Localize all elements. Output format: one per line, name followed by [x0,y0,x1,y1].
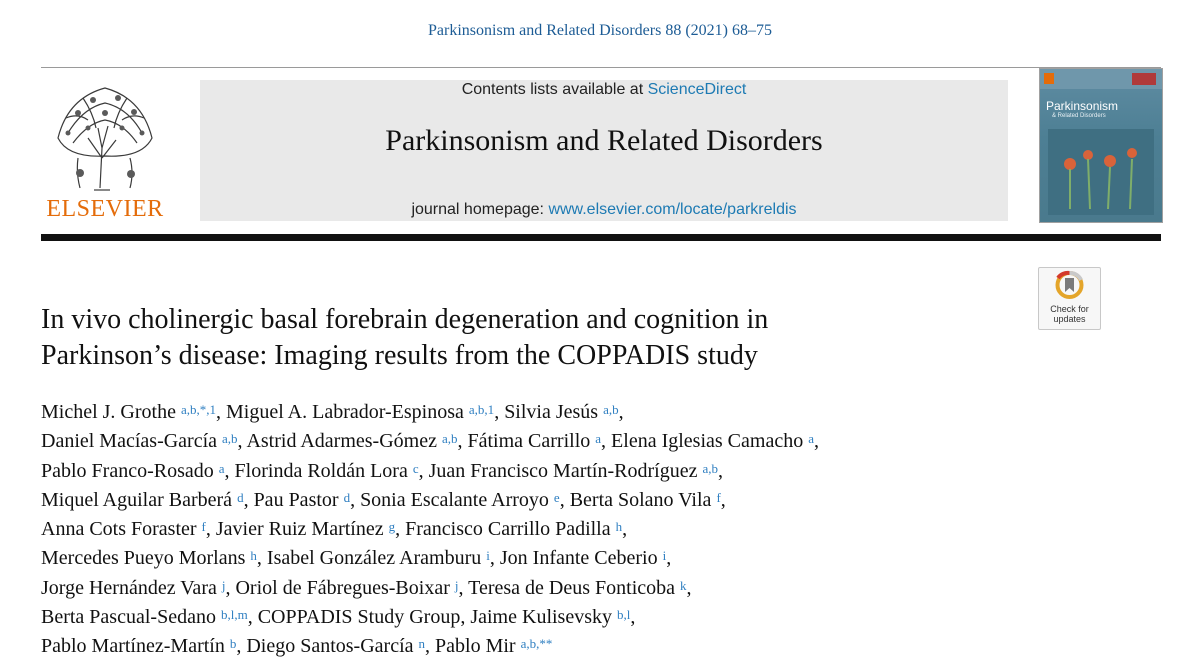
author-name[interactable]: Jaime Kulisevsky [470,606,612,629]
affiliation-marker[interactable]: b,l [617,607,631,623]
journal-masthead [200,80,1008,221]
author-name[interactable]: Javier Ruiz Martínez [215,518,384,541]
affiliation-marker[interactable]: n [418,636,426,652]
author-separator: , [224,459,235,482]
author-separator: , [618,401,624,423]
author-name[interactable]: Jorge Hernández Vara [41,576,217,599]
author-name[interactable]: Miguel A. Labrador-Espinosa [226,401,464,423]
author-separator: , [458,576,469,599]
affiliation-marker[interactable]: b,l,m [220,607,248,623]
affiliation-marker[interactable]: g [388,519,396,535]
author-name[interactable]: Pablo Franco-Rosado [41,459,214,482]
contents-availability [200,81,1008,99]
author-separator: , [418,459,429,482]
check-for-updates-button[interactable] [1038,267,1101,330]
author-separator: , [457,430,468,453]
author-separator: , [243,488,254,511]
affiliation-marker[interactable]: a,b [702,460,718,476]
affiliation-marker[interactable]: a,b [603,402,619,417]
author-name[interactable]: Mercedes Pueyo Morlans [41,547,246,570]
affiliation-marker[interactable]: c [412,460,419,476]
author-name[interactable]: Florinda Roldán Lora [234,459,408,482]
affiliation-marker[interactable]: a [808,431,814,447]
affiliation-marker[interactable]: h [615,519,623,535]
cover-art-icon [1040,69,1162,222]
author-name[interactable]: Pablo Mir [435,635,516,658]
author-name[interactable]: Francisco Carrillo Padilla [405,518,611,541]
journal-homepage [200,201,1008,219]
check-label-line2: updates [1053,314,1086,324]
author-name[interactable]: Pablo Martínez-Martín [41,635,225,658]
affiliation-marker[interactable]: j [221,577,226,593]
author-separator: , [425,635,436,658]
affiliation-marker[interactable]: d [343,489,351,505]
check-for-updates-label [1039,304,1100,324]
journal-name: Parkinsonism and Related Disorders [385,124,823,157]
author-name[interactable]: Elena Iglesias Camacho [611,430,804,453]
author-name[interactable]: Berta Solano Vila [569,488,712,511]
author-separator: , [559,488,570,511]
author-name[interactable]: Juan Francisco Martín-Rodríguez [428,459,698,482]
author-name[interactable]: Teresa de Deus Fonticoba [468,576,676,599]
author-name[interactable]: Silvia Jesús [504,401,599,423]
affiliation-marker[interactable]: f [716,489,721,505]
author-separator: , [205,518,216,541]
author-name[interactable]: Fátima Carrillo [467,430,591,453]
journal-cover-thumbnail[interactable] [1039,68,1163,223]
affiliation-marker[interactable]: k [680,577,687,593]
author-separator: , [460,606,471,629]
author-name[interactable]: Oriol de Fábregues-Boixar [235,576,450,599]
elsevier-tree-icon [38,78,172,196]
affiliation-marker[interactable]: a,b,*,1 [180,402,217,417]
affiliation-marker[interactable]: a,b [222,431,238,447]
cover-brand: Parkinsonism [1046,99,1119,113]
header-divider [41,67,1161,68]
article-title [41,302,941,374]
affiliation-marker[interactable]: b [229,636,237,652]
author-name[interactable]: Berta Pascual-Sedano [41,606,216,629]
author-name[interactable]: Anna Cots Foraster [41,518,197,541]
author-name[interactable]: Isabel González Aramburu [266,547,482,570]
author-separator: , [225,576,236,599]
author-separator: , [494,401,505,423]
author-separator: , [489,547,500,570]
author-name[interactable]: Pau Pastor [253,488,339,511]
author-separator: , [256,547,267,570]
affiliation-marker[interactable]: a,b [441,431,458,447]
affiliation-marker[interactable]: i [486,548,490,564]
homepage-link[interactable]: www.elsevier.com/locate/parkreldis [548,201,797,218]
header-thick-divider [41,234,1161,241]
author-separator: , [686,576,692,599]
elsevier-wordmark: ELSEVIER [46,196,164,222]
affiliation-marker[interactable]: a [595,431,602,447]
affiliation-marker[interactable]: d [237,489,244,505]
author-separator: , [247,606,258,629]
affiliation-marker[interactable]: a,b,1 [468,402,495,417]
sciencedirect-link[interactable]: ScienceDirect [647,81,747,98]
author-separator: , [395,518,406,541]
author-separator: , [216,401,227,423]
affiliation-marker[interactable]: e [553,489,560,505]
author-name[interactable]: COPPADIS Study Group [257,606,461,629]
bookmark-ring-icon [1039,268,1100,304]
author-separator: , [237,430,247,453]
article-title-line2: Parkinson’s disease: Imaging results from the COPPADIS study [41,340,758,371]
author-name[interactable]: Miquel Aguilar Barberá [41,488,233,511]
cover-subtitle: & Related Disorders [1052,113,1106,119]
author-separator: , [622,518,628,541]
author-name[interactable]: Jon Infante Ceberio [499,547,658,570]
journal-citation[interactable]: Parkinsonism and Related Disorders 88 (2021) 68–75 [428,22,772,39]
affiliation-marker[interactable]: h [250,548,257,564]
affiliation-marker[interactable]: i [662,548,667,564]
author-name[interactable]: Michel J. Grothe [41,401,176,423]
author-list [41,398,1041,662]
author-separator: , [350,488,361,511]
author-separator: , [236,635,247,658]
affiliation-marker[interactable]: f [201,519,206,535]
author-name[interactable]: Sonia Escalante Arroyo [360,488,549,511]
author-name[interactable]: Daniel Macías-García [41,430,218,453]
homepage-prefix: journal homepage: [411,201,549,218]
affiliation-marker[interactable]: j [454,577,459,593]
article-title-line1: In vivo cholinergic basal forebrain degeneration and cognition in [41,304,769,335]
affiliation-marker[interactable]: a,b,** [520,636,553,652]
author-name[interactable]: Diego Santos-García [246,635,414,658]
contents-prefix: Contents lists available at [461,81,648,98]
author-separator: , [813,430,819,453]
author-separator: , [720,488,726,511]
author-separator: , [630,606,636,629]
author-separator: , [718,459,723,482]
elsevier-logo[interactable] [38,78,172,228]
author-name[interactable]: Astrid Adarmes-Gómez [246,430,437,453]
author-separator: , [666,547,672,570]
check-label-line1: Check for [1050,304,1089,314]
affiliation-marker[interactable]: a [218,460,225,476]
author-separator: , [601,430,612,453]
